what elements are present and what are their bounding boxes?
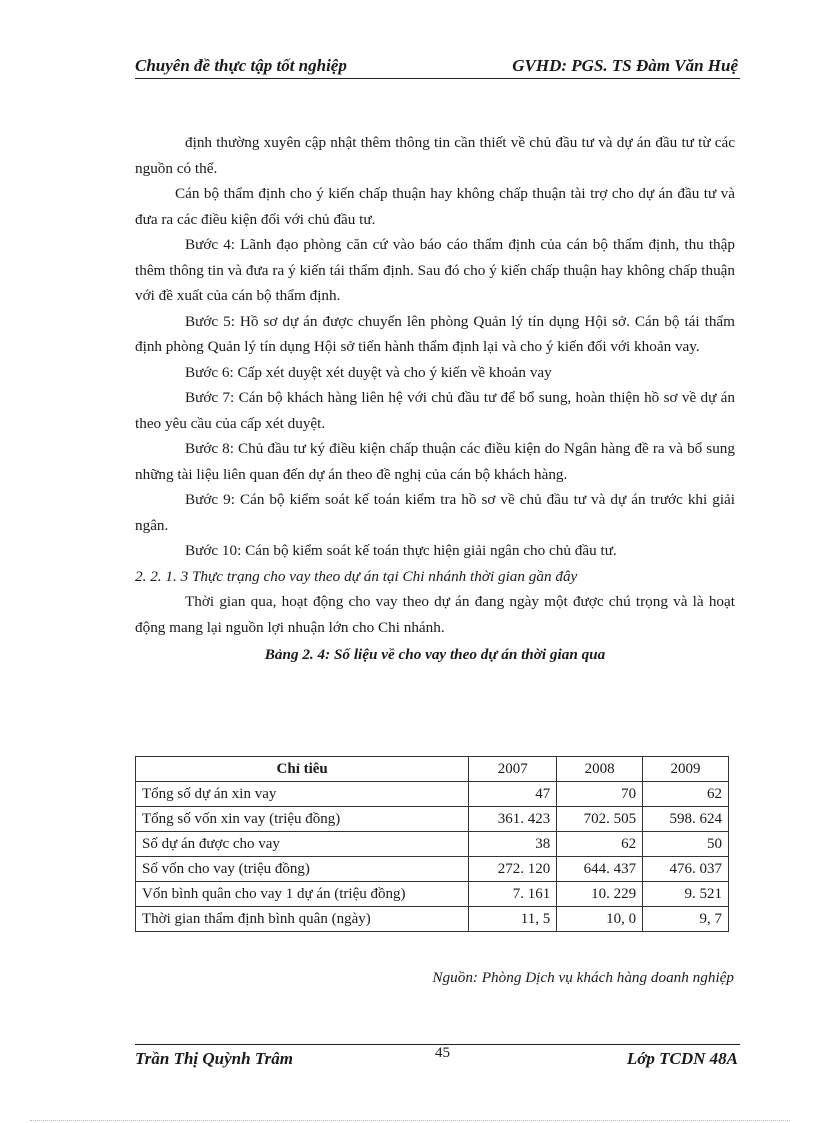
header-advisor: GVHD: PGS. TS Đàm Văn Huệ	[512, 56, 738, 75]
table-header-row	[136, 757, 729, 782]
cell-value: 47	[469, 782, 557, 807]
cell-value: 7. 161	[469, 882, 557, 907]
paragraph: Bước 6: Cấp xét duyệt xét duyệt và cho ý kiến về khoản vay	[185, 363, 552, 381]
column-header-2008: 2008	[557, 757, 643, 782]
cell-value: 9. 521	[643, 882, 729, 907]
row-label: Vốn bình quân cho vay 1 dự án (triệu đồng)	[136, 882, 469, 907]
paragraph: Bước 8: Chủ đầu tư ký điều kiện chấp thuận các điều kiện do Ngân hàng đề ra và bổ sung những tài liệu liên quan đến dự án theo đề nghị của cán bộ khách hàng.	[135, 440, 735, 483]
table-source-note: Nguồn: Phòng Dịch vụ khách hàng doanh nghiệp	[432, 969, 734, 986]
paragraph: Cán bộ thẩm định cho ý kiến chấp thuận hay không chấp thuận tài trợ cho dự án đầu tư và đưa ra các điều kiện đối với chủ đầu tư.	[135, 185, 735, 228]
table-row	[136, 857, 729, 882]
paragraph: Bước 7: Cán bộ khách hàng liên hệ với chủ đầu tư để bổ sung, hoàn thiện hồ sơ về dự án theo yêu cầu của cấp xét duyệt.	[135, 389, 735, 432]
row-label: Tổng số dự án xin vay	[136, 782, 469, 807]
cell-value: 10. 229	[557, 882, 643, 907]
row-label: Số dự án được cho vay	[136, 832, 469, 857]
table-row	[136, 832, 729, 857]
body-text	[135, 130, 735, 668]
paragraph: Bước 4: Lãnh đạo phòng căn cứ vào báo cáo thẩm định của cán bộ thẩm định, thu thập thêm thông tin và đưa ra ý kiến tái thẩm định. Sau đó cho ý kiến chấp thuận hay không chấp thuận với đề xuất của cán bộ thẩm định.	[135, 236, 735, 304]
page-number: 45	[435, 1045, 450, 1061]
cell-value: 702. 505	[557, 807, 643, 832]
table-row	[136, 807, 729, 832]
cell-value: 10, 0	[557, 907, 643, 932]
page-footer	[135, 1044, 740, 1075]
row-label: Thời gian thẩm định bình quân (ngày)	[136, 907, 469, 932]
cell-value: 598. 624	[643, 807, 729, 832]
column-header-2009: 2009	[643, 757, 729, 782]
footer-author: Trần Thị Quỳnh Trâm	[135, 1049, 293, 1068]
cell-value: 272. 120	[469, 857, 557, 882]
page-bottom-divider	[30, 1120, 790, 1121]
paragraph: Bước 5: Hồ sơ dự án được chuyển lên phòng Quản lý tín dụng Hội sở. Cán bộ tái thẩm định phòng Quản lý tín dụng Hội sở tiến hành thẩm định lại và cho ý kiến đối với khoản vay.	[135, 312, 735, 355]
section-title: 2. 2. 1. 3 Thực trạng cho vay theo dự án tại Chi nhánh thời gian gần đây	[135, 567, 578, 585]
table-row	[136, 782, 729, 807]
cell-value: 9, 7	[643, 907, 729, 932]
cell-value: 361. 423	[469, 807, 557, 832]
row-label: Tổng số vốn xin vay (triệu đồng)	[136, 807, 469, 832]
table-row	[136, 907, 729, 932]
column-header-2007: 2007	[469, 757, 557, 782]
table-caption: Bảng 2. 4: Số liệu về cho vay theo dự án thời gian qua	[264, 646, 606, 663]
cell-value: 62	[643, 782, 729, 807]
footer-class: Lớp TCDN 48A	[626, 1049, 738, 1068]
cell-value: 644. 437	[557, 857, 643, 882]
paragraph: Bước 9: Cán bộ kiểm soát kế toán kiểm tra hồ sơ về chủ đầu tư và dự án trước khi giải ngân.	[135, 491, 735, 534]
paragraph: định thường xuyên cập nhật thêm thông tin cần thiết về chủ đầu tư và dự án đầu tư từ các nguồn có thể.	[135, 134, 735, 177]
table-row	[136, 882, 729, 907]
cell-value: 476. 037	[643, 857, 729, 882]
page-header	[135, 54, 740, 79]
cell-value: 50	[643, 832, 729, 857]
cell-value: 62	[557, 832, 643, 857]
cell-value: 38	[469, 832, 557, 857]
row-label: Số vốn cho vay (triệu đồng)	[136, 857, 469, 882]
cell-value: 70	[557, 782, 643, 807]
header-title: Chuyên đề thực tập tốt nghiệp	[135, 56, 347, 75]
paragraph: Thời gian qua, hoạt động cho vay theo dự án đang ngày một được chú trọng và là hoạt động mang lại nguồn lợi nhuận lớn cho Chi nhánh.	[135, 593, 735, 636]
loan-data-table	[135, 756, 729, 932]
cell-value: 11, 5	[469, 907, 557, 932]
paragraph: Bước 10: Cán bộ kiểm soát kế toán thực hiện giải ngân cho chủ đầu tư.	[185, 542, 617, 559]
column-header-indicator: Chỉ tiêu	[136, 757, 469, 782]
